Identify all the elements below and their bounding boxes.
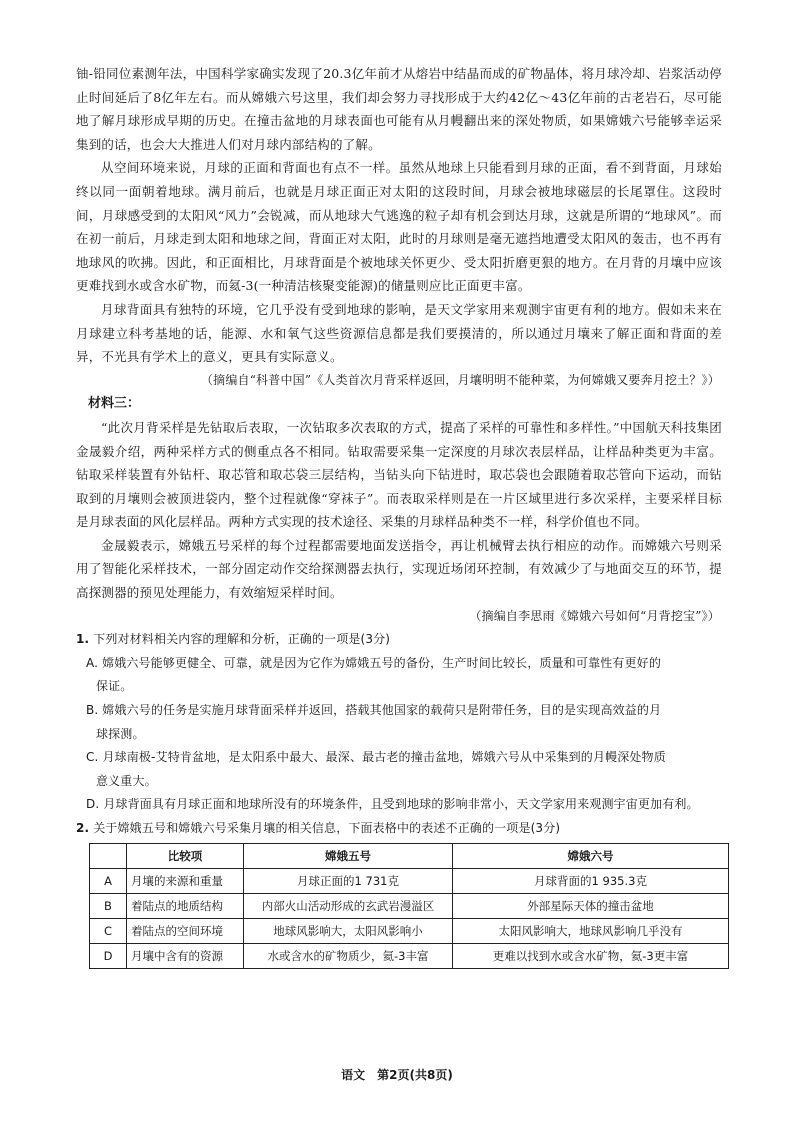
option-b: [76, 699, 722, 746]
question-text: 下列对材料相关内容的理解和分析，正确的一项是(3分): [93, 632, 391, 647]
material2-paragraph-3: 月球背面具有独特的环境，它几乎没有受到地球的影响，是天文学家用来观测宇宙更有利的地方。假如未来在月球建立科考基地的话，能源、水和氧气这些资源信息都是我们要摸清的，所以通过月壤来了解正面和背面的差异，不光具有学术上的意义，更具有实际意义。: [76, 301, 722, 365]
page-content: [76, 62, 722, 969]
option-text: A. 嫦娥六号能够更健全、可靠，就是因为它作为嫦娥五号的备份，生产时间比较长，质量和可靠性有更好的: [86, 655, 661, 670]
table-cell: 更难以找到水或含水矿物，氦-3更丰富: [453, 943, 729, 968]
material3-title: 材料三：: [88, 396, 141, 412]
material3-paragraph-2: 金晟毅表示，嫦娥五号采样的每个过程都需要地面发送指令，再让机械臂去执行相应的动作。而嫦娥六号则采用了智能化采样技术，一部分固定动作交给探测器去执行，实现近场闭环控制，有效减少了与地面交互的环节，提高探测器的预见处理能力，有效缩短采样时间。: [76, 537, 722, 601]
material3-paragraph-1: “此次月背采样是先钻取后表取，一次钻取多次表取的方式，提高了采样的可靠性和多样性。”中国航天科技集团金晟毅介绍，两种采样方式的侧重点各不相同。钻取需要采集一定深度的月球次表层样品，让样品种类更为丰富。钻取采样装置有外钻杆、取芯管和取芯袋三层结构，当钻头向下钻进时，取芯袋也会跟随着取芯管向下运动，而钻取到的月壤则会被顶进袋内，整个过程就像“穿袜子”。而表取采样则是在一片区域里进行多次采样，主要采样目标是月球表面的风化层样品。两种方式实现的技术途径、采集的月球样品种类不一样，科学价值也不同。: [76, 419, 722, 530]
table-header: 比较项: [127, 843, 244, 868]
option-d: [76, 793, 722, 817]
table-row: [90, 943, 729, 968]
option-text-cont: 意义重大。: [96, 773, 157, 788]
option-text: B. 嫦娥六号的任务是实施月球背面采样并返回，搭载其他国家的载荷只是附带任务，目的是实现高效益的月: [86, 703, 662, 718]
option-text-cont: 保证。: [96, 679, 133, 694]
question-text: 关于嫦娥五号和嫦娥六号采集月壤的相关信息，下面表格中的表述不正确的一项是(3分): [93, 821, 561, 835]
option-text-cont: 球探测。: [96, 726, 145, 741]
table-cell: 地球风影响大，太阳风影响小: [244, 918, 453, 943]
table-row: [90, 868, 729, 893]
table-cell: 水或含水的矿物质少，氦-3丰富: [244, 943, 453, 968]
table-cell: D: [90, 943, 127, 968]
option-a: [76, 652, 722, 699]
question-1-stem: [76, 628, 722, 652]
table-cell: 月球背面的1 935.3克: [453, 868, 729, 893]
option-c: [76, 746, 722, 793]
material2-source: （摘编自“科普中国”《人类首次月背采样返回，月壤明明不能种菜，为何嫦娥又要奔月挖土？》）: [200, 372, 720, 387]
table-row: [90, 893, 729, 918]
table-header: 嫦娥五号: [244, 843, 453, 868]
table-cell: A: [90, 868, 127, 893]
material2-paragraph-1: 铀-铅同位素测年法，中国科学家确实发现了20.3亿年前才从熔岩中结晶而成的矿物晶体，将月球冷却、岩浆活动停止时间延后了8亿年左右。而从嫦娥六号这里，我们却会努力寻找形成于大约42亿～43亿年前的古老岩石，尽可能地了解月球形成早期的历史。在撞击盆地的月球表面也可能有从月幔翻出来的深处物质，如果嫦娥六号能够幸运采集到的话，也会大大推进人们对月球内部结构的了解。: [76, 66, 722, 152]
table-cell: 太阳风影响大，地球风影响几乎没有: [453, 918, 729, 943]
option-text: D. 月球背面具有月球正面和地球所没有的环境条件，且受到地球的影响非常小，天文学家用来观测宇宙更加有利。: [86, 797, 699, 812]
option-text: C. 月球南极-艾特肯盆地，是太阳系中最大、最深、最古老的撞击盆地，嫦娥六号从中采集到的月幔深处物质: [86, 750, 666, 765]
table-cell: 月球正面的1 731克: [244, 868, 453, 893]
question-number: 1.: [76, 632, 90, 647]
table-cell: 月壤的来源和重量: [127, 868, 244, 893]
comparison-table: [89, 843, 729, 969]
table-cell: 着陆点的地质结构: [127, 893, 244, 918]
question-number: 2.: [76, 821, 90, 835]
table-cell: 月壤中含有的资源: [127, 943, 244, 968]
question-2-stem: [76, 817, 722, 841]
table-cell: 外部星际天体的撞击盆地: [453, 893, 729, 918]
table-cell: C: [90, 918, 127, 943]
material2-paragraph-2: 从空间环境来说，月球的正面和背面也有点不一样。虽然从地球上只能看到月球的正面，看不到背面，月球始终以同一面朝着地球。满月前后，也就是月球正面正对太阳的这段时间，月球会被地球磁层的长尾罩住。这段时间，月球感受到的太阳风“风力”会锐减，而从地球大气逃逸的粒子却有机会到达月球，这就是所谓的“地球风”。而在初一前后，月球走到太阳和地球之间，背面正对太阳，此时的月球则是毫无遮挡地遭受太阳风的轰击，也不再有地球风的吹拂。因此，和正面相比，月球背面是个被地球关怀更少、受太阳折磨更狠的地方。在月背的月壤中应该更难找到水或含水矿物，而氦-3(一种清洁核聚变能源)的储量则应比正面更丰富。: [76, 160, 722, 294]
table-header: [90, 843, 127, 868]
page-footer: 语文 第2页(共8页): [341, 1068, 453, 1082]
table-cell: 内部火山活动形成的玄武岩漫溢区: [244, 893, 453, 918]
table-cell: B: [90, 893, 127, 918]
table-cell: 着陆点的空间环境: [127, 918, 244, 943]
material3-source: （摘编自李思雨《嫦娥六号如何“月背挖宝”》）: [469, 608, 720, 623]
table-header-row: [90, 843, 729, 868]
table-row: [90, 918, 729, 943]
table-header: 嫦娥六号: [453, 843, 729, 868]
